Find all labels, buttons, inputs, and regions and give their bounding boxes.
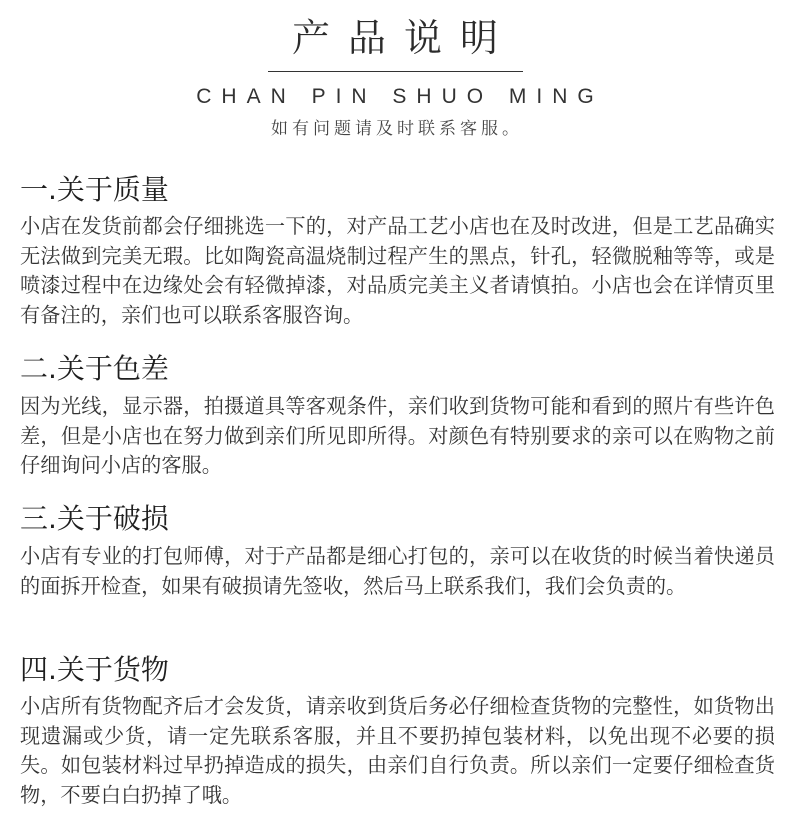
page-title-pinyin: CHAN PIN SHUO MING — [196, 85, 604, 108]
section-body: 小店在发货前都会仔细挑选一下的，对产品工艺小店也在及时改进，但是工艺品确实无法做到完美无瑕。比如陶瓷高温烧制过程产生的黑点，针孔，轻微脱釉等等，或是喷漆过程中在边缘处会有轻微掉漆，对品质完美主义者请慎拍。小店也会在详情页里有备注的，亲们也可以联系客服咨询。 — [20, 214, 775, 327]
page-header — [0, 0, 790, 150]
section-color-difference — [20, 350, 775, 481]
section-heading: 一.关于质量 — [20, 173, 169, 206]
page-title: 产品说明 — [291, 16, 516, 60]
section-heading: 二.关于色差 — [20, 352, 169, 385]
section-body: 小店有专业的打包师傅，对于产品都是细心打包的，亲可以在收货的时候当着快递员的面拆开检查，如果有破损请先签收，然后马上联系我们，我们会负责的。 — [20, 544, 775, 598]
section-damage — [20, 500, 775, 601]
section-heading: 三.关于破损 — [20, 502, 169, 535]
section-goods — [20, 651, 775, 810]
title-divider — [268, 71, 523, 72]
section-body: 小店所有货物配齐后才会发货，请亲收到货后务必仔细检查货物的完整性，如货物出现遗漏或少货，请一定先联系客服，并且不要扔掉包装材料，以免出现不必要的损失。如包装材料过早扔掉造成的损失，由亲们自行负责。所以亲们一定要仔细检查货物，不要白白扔掉了哦。 — [20, 694, 775, 807]
contact-note: 如有问题请及时联系客服。 — [271, 119, 523, 139]
section-body: 因为光线，显示器，拍摄道具等客观条件，亲们收到货物可能和看到的照片有些许色差，但是小店也在努力做到亲们所见即所得。对颜色有特别要求的亲可以在购物之前仔细询问小店的客服。 — [20, 394, 775, 478]
section-heading: 四.关于货物 — [20, 653, 169, 686]
section-quality — [20, 171, 775, 330]
